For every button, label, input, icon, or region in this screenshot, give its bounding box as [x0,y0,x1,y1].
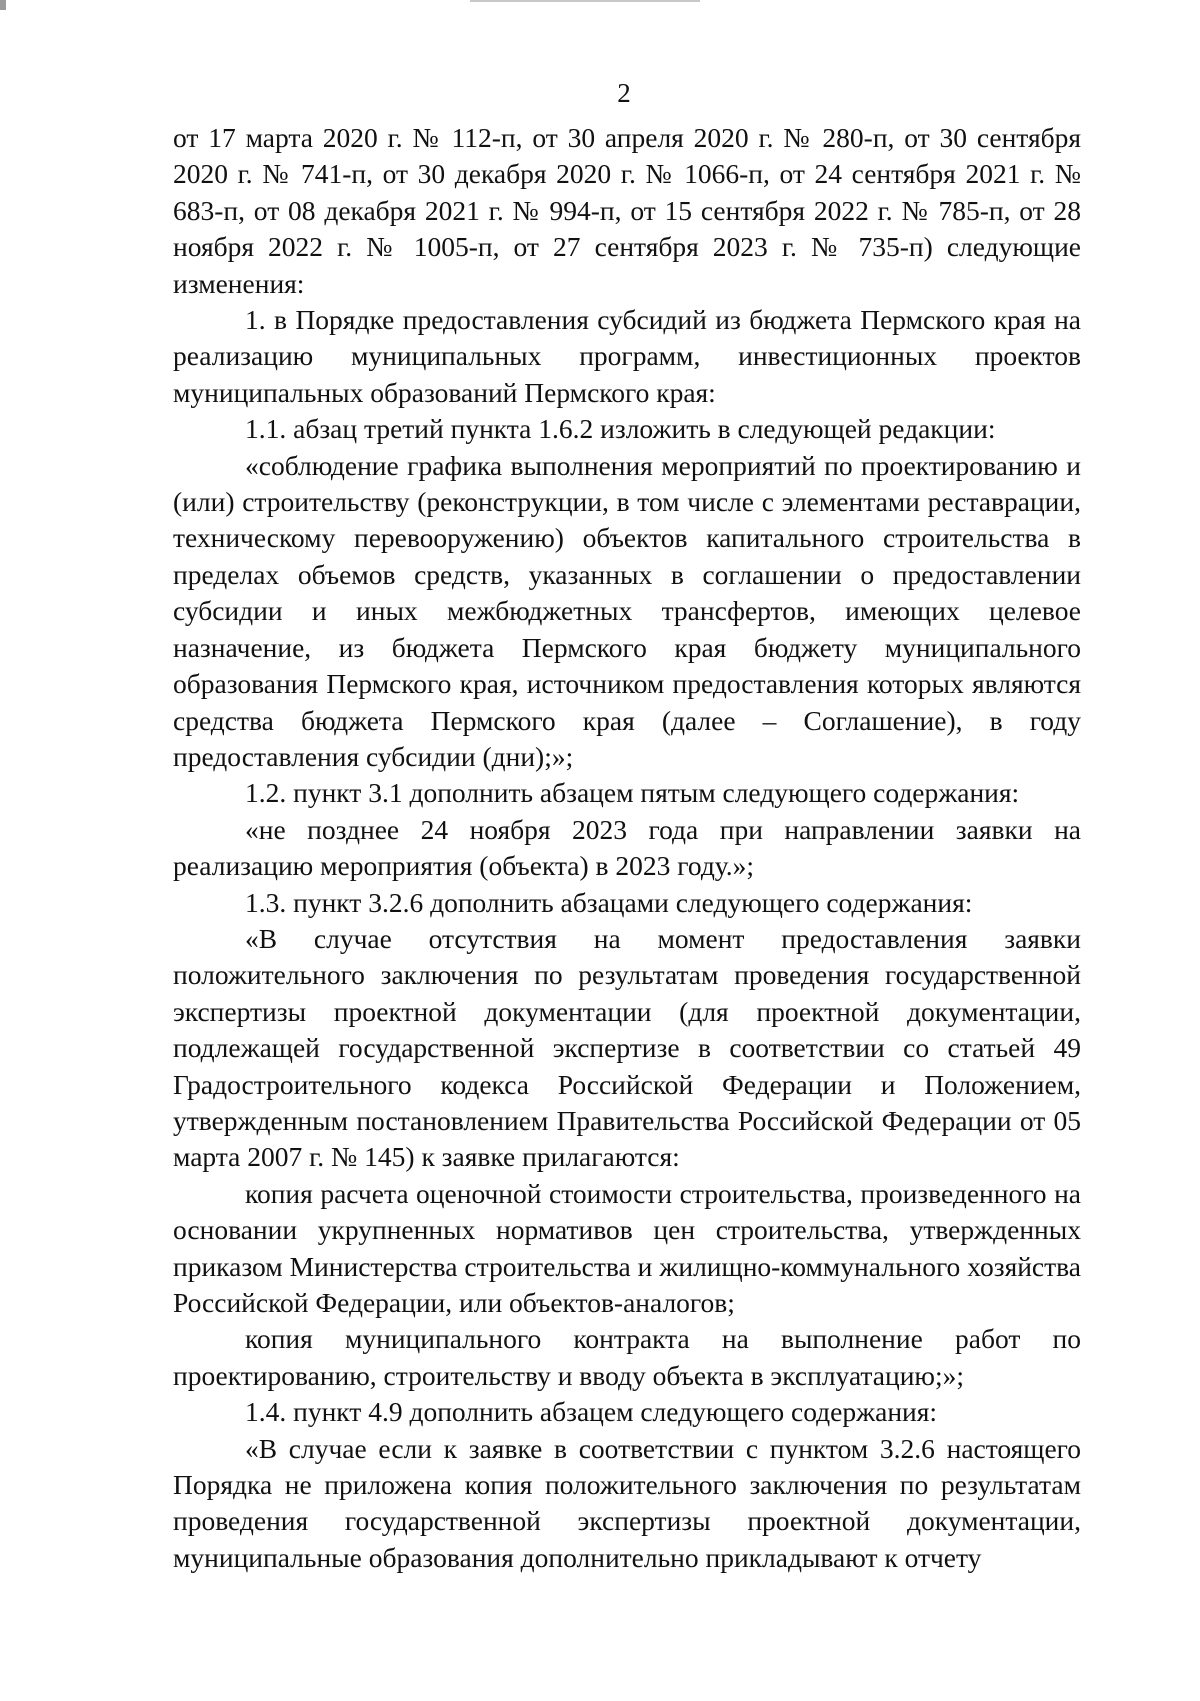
paragraph-quote-1-2: «не позднее 24 ноября 2023 года при направлении заявки на реализацию мероприятия (объекта) в 2023 году.»; [173,813,1081,882]
paragraph-item-1: 1. в Порядке предоставления субсидий из бюджета Пермского края на реализацию муниципальных программ, инвестиционных проектов муниципальных образований Пермского края: [173,304,1081,408]
scan-top-line [470,0,700,2]
paragraph-quote-1-3: «В случае отсутствия на момент предоставления заявки положительного заключения по результатам проведения государственной экспертизы проектной документации (для проектной документации, подлежащей государственной экспертизе в соответствии со статьей 49 Градостроительного кодекса Российской Федерации и Положением, утвержденным постановлением Правительства Российской Федерации от 05 марта 2007 г. № 145) к заявке прилагаются: [173,922,1081,1173]
paragraph-quote-1-3-item-b: копия муниципального контракта на выполнение работ по проектированию, строительству и вводу объекта в эксплуатацию;»; [173,1323,1081,1391]
scan-edge-mark [0,0,6,10]
paragraph-continuation: от 17 марта 2020 г. № 112-п, от 30 апреля 2020 г. № 280-п, от 30 сентября 2020 г. № 741-п, от 30 декабря 2020 г. № 1066-п, от 24 сентября 2021 г. № 683-п, от 08 декабря 2021 г. № 994-п, от 15 сентября 2022 г. № 785-п, от 28 ноября 2022 г. № 1005-п, от 27 сентября 2023 г. № 735-п) следующие изменения: [173,122,1081,299]
paragraph-quote-1-1: «соблюдение графика выполнения мероприятий по проектированию и (или) строительству (реконструкции, в том числе с элементами реставрации, техническому перевооружению) объектов капитального строительства в пределах объемов средств, указанных в соглашении о предоставлении субсидии и иных межбюджетных трансфертов, имеющих целевое назначение, из бюджета Пермского края бюджету муниципального образования Пермского края, источником предоставления которых являются средства бюджета Пермского края (далее – Соглашение), в году предоставления субсидии (дни);»; [173,449,1081,772]
paragraph-quote-1-3-item-a: копия расчета оценочной стоимости строительства, произведенного на основании укрупненных нормативов цен строительства, утвержденных приказом Министерства строительства и жилищно-коммунального хозяйства Российской Федерации, или объектов-аналогов; [173,1177,1081,1318]
paragraph-item-1-2: 1.2. пункт 3.1 дополнить абзацем пятым следующего содержания: [245,777,1020,809]
paragraph-item-1-1: 1.1. абзац третий пункта 1.6.2 изложить в следующей редакции: [245,413,996,445]
paragraph-quote-1-4: «В случае если к заявке в соответствии с пунктом 3.2.6 настоящего Порядка не приложена копия положительного заключения по результатам проведения государственной экспертизы проектной документации, муниципальные образования дополнительно прикладывают к отчету [173,1432,1081,1573]
page-number: 2 [617,78,631,108]
paragraph-item-1-4: 1.4. пункт 4.9 дополнить абзацем следующего содержания: [245,1396,938,1428]
paragraph-item-1-3: 1.3. пункт 3.2.6 дополнить абзацами следующего содержания: [245,886,973,918]
document-body [173,120,1081,1576]
